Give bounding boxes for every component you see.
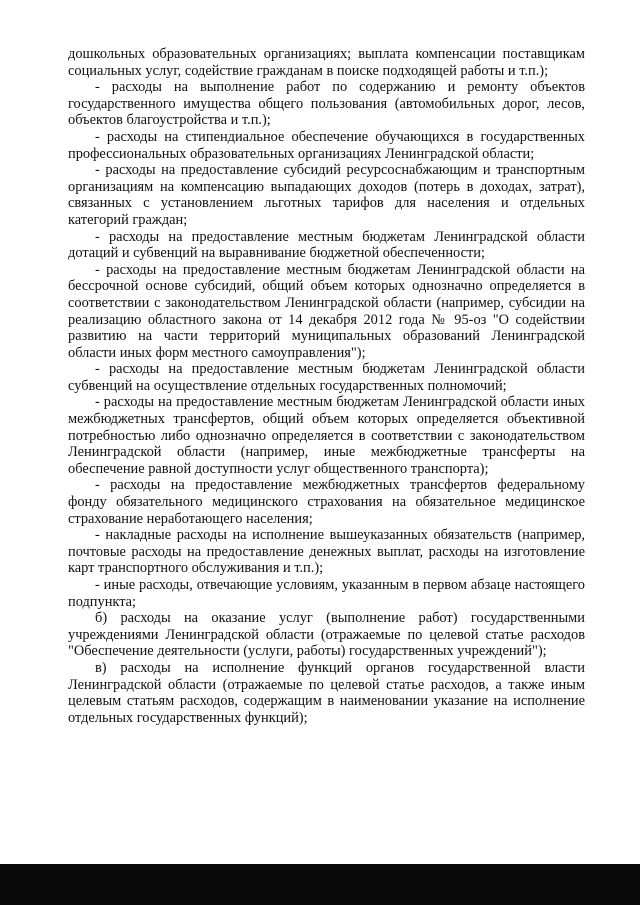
paragraph-interbudget-transfers: - расходы на предоставление местным бюджетам Ленинградской области иных межбюджетных трансфертов, общий объем которых определяется объективной потребностью либо однозначно определяется в соответствии с законодательством Ленинградской области (например, иные межбюджетные трансферты на обеспечение равной доступности услуг общественного транспорта); <box>68 394 585 477</box>
paragraph-road-maintenance: - расходы на выполнение работ по содержанию и ремонту объектов государственного имущества общего пользования (автомобильных дорог, лесов, объектов благоустройства и т.п.); <box>68 79 585 129</box>
paragraph-stipends: - расходы на стипендиальное обеспечение обучающихся в государственных профессиональных образовательных организациях Ленинградской области; <box>68 128 585 162</box>
paragraph-overhead: - накладные расходы на исполнение вышеуказанных обязательств (например, почтовые расходы на предоставление денежных выплат, расходы на изготовление карт транспортного обслуживания и т.п.); <box>68 527 585 577</box>
paragraph-other-expenses: - иные расходы, отвечающие условиям, указанным в первом абзаце настоящего подпункта; <box>68 577 585 610</box>
paragraph-dotations: - расходы на предоставление местным бюджетам Ленинградской области дотаций и субвенций на выравнивание бюджетной обеспеченности; <box>68 228 585 262</box>
paragraph-subsidies-local: - расходы на предоставление местным бюджетам Ленинградской области на бессрочной основе субсидий, общий объем которых однозначно определяется в соответствии с законодательством Ленинградской области (например, субсидии на реализацию областного закона от 14 декабря 2012 года № 95-оз "О содействии развитию на части территорий муниципальных образований Ленинградской области иных форм местного самоуправления"); <box>68 261 585 361</box>
paragraph-subventions: - расходы на предоставление местным бюджетам Ленинградской области субвенций на осуществление отдельных государственных полномочий; <box>68 361 585 394</box>
paragraph-subsidies-utilities: - расходы на предоставление субсидий ресурсоснабжающим и транспортным организациям на компенсацию выпадающих доходов (потерь в доходах, затрат), связанных с установлением льготных тарифов для населения и отдельных категорий граждан; <box>68 162 585 228</box>
document-body <box>68 46 585 726</box>
paragraph-continuation: дошкольных образовательных организациях; выплата компенсации поставщикам социальных услуг, содействие гражданам в поиске подходящей работы и т.п.); <box>68 46 585 79</box>
paragraph-item-v: в) расходы на исполнение функций органов государственной власти Ленинградской области (отражаемые по целевой статье расходов, а также иным целевым статьям расходов, содержащим в наименовании указание на исполнение отдельных государственных функций); <box>68 659 585 726</box>
paragraph-medical-insurance: - расходы на предоставление межбюджетных трансфертов федеральному фонду обязательного медицинского страхования на обязательное медицинское страхование неработающего населения; <box>68 477 585 527</box>
scan-edge-bar <box>0 864 640 905</box>
paragraph-item-b: б) расходы на оказание услуг (выполнение работ) государственными учреждениями Ленинградской области (отражаемые по целевой статье расходов "Обеспечение деятельности (услуги, работы) государственных учреждений"); <box>68 610 585 660</box>
